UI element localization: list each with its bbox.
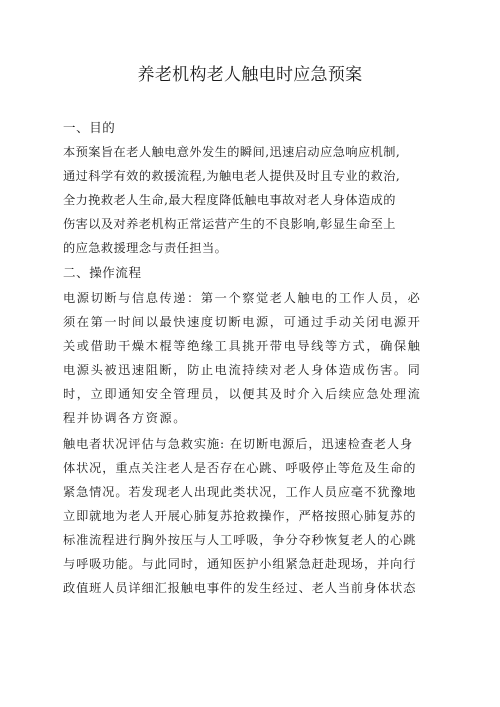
paragraph-line: 电源头被迅速阻断，防止电流持续对老人身体造成伤害。同 [63,363,422,377]
paragraph-line: 体状况，重点关注老人是否存在心跳、呼吸停止等危及生命的 [63,461,417,475]
section-heading-procedure: 二、操作流程 [63,265,142,280]
paragraph-line: 时，立即通知安全管理员，以便其及时介入后续应急处理流 [63,387,422,401]
paragraph-line: 电源切断与信息传递：第一个察觉老人触电的工作人员，必 [63,291,422,305]
paragraph-line: 的应急救援理念与责任担当。 [63,241,228,255]
paragraph-line: 触电者状况评估与急救实施: 在切断电源后，迅速检查老人身 [63,437,414,451]
paragraph-line: 程并协调各方资源。 [63,411,188,425]
paragraph-line: 紧急情况。若发现老人出现此类状况，工作人员应毫不犹豫地 [63,485,417,499]
paragraph-line: 关或借助干燥木棍等绝缘工具挑开带电导线等方式，确保触 [63,339,422,353]
paragraph-line: 本预案旨在老人触电意外发生的瞬间,迅速启动应急响应机制, [63,145,401,159]
paragraph-line: 标准流程进行胸外按压与人工呼吸，争分夺秒恢复老人的心跳 [63,533,417,547]
paragraph-line: 须在第一时间以最快速度切断电源，可通过手动关闭电源开 [63,315,422,329]
document-title: 养老机构老人触电时应急预案 [137,65,363,85]
paragraph-line: 政值班人员详细汇报触电事件的发生经过、老人当前身体状态 [63,581,417,595]
paragraph-line: 全力挽救老人生命,最大程度降低触电事故对老人身体造成的 [63,193,396,207]
paragraph-line: 立即就地为老人开展心肺复苏抢救操作，严格按照心肺复苏的 [63,509,417,523]
paragraph-line: 伤害以及对养老机构正常运营产生的不良影响,彰显生命至上 [63,217,396,231]
paragraph-line: 与呼吸功能。与此同时，通知医护小组紧急赶赴现场，并向行 [63,557,417,571]
paragraph-line: 通过科学有效的救援流程,为触电老人提供及时且专业的救治, [63,169,401,183]
section-heading-purpose: 一、目的 [63,120,116,135]
